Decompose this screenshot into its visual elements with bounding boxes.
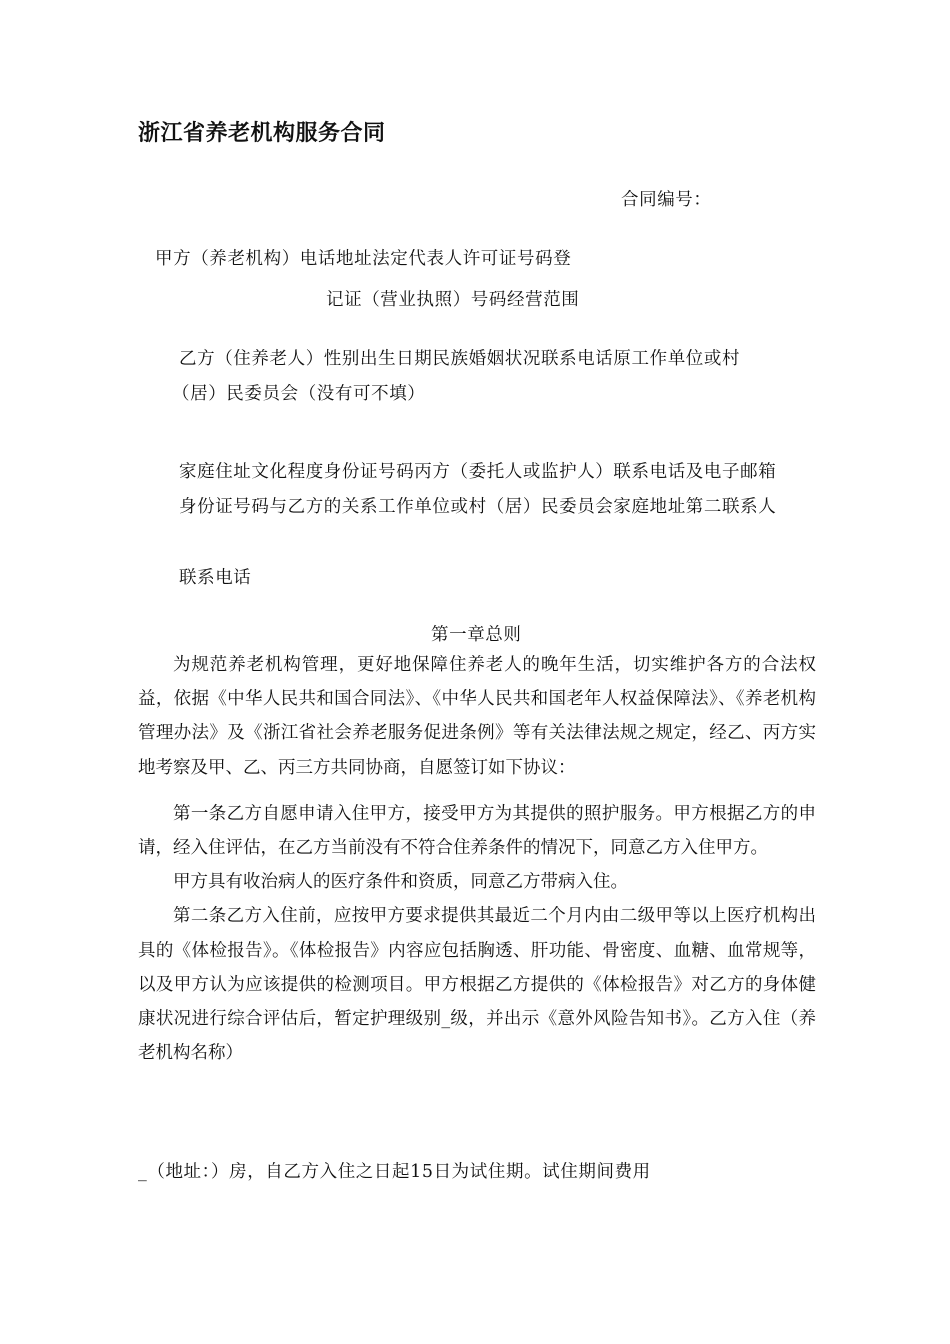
body-text: [138, 648, 816, 1070]
party-c-line-2: 身份证号码与乙方的关系工作单位或村（居）民委员会家庭地址第二联系人: [179, 497, 777, 517]
party-b-line-1: 乙方（住养老人）性别出生日期民族婚姻状况联系电话原工作单位或村: [179, 349, 741, 369]
paragraph-general-provisions: 为规范养老机构管理，更好地保障住养老人的晚年生活，切实维护各方的合法权益，依据《中华人民共和国合同法》、《中华人民共和国老年人权益保障法》、《养老机构管理办法》及《浙江省社会养老服务促进条例》等有关法律法规之规定，经乙、丙方实地考察及甲、乙、丙三方共同协商，自愿签订如下协议：: [138, 655, 816, 778]
party-c-line-1: 家庭住址文化程度身份证号码丙方（委托人或监护人）联系电话及电子邮箱: [179, 462, 777, 482]
party-a-line-2: 记证（营业执照）号码经营范围: [326, 290, 580, 310]
trial-period-line: _（地址：）房，自乙方入住之日起15日为试住期。试住期间费用: [138, 1162, 651, 1182]
party-a-line-1: 甲方（养老机构）电话地址法定代表人许可证号码登: [155, 249, 572, 269]
paragraph-article-2: 第二条乙方入住前，应按甲方要求提供其最近二个月内由二级甲等以上医疗机构出具的《体检报告》。《体检报告》内容应包括胸透、肝功能、骨密度、血糖、血常规等，以及甲方认为应该提供的检测项目。甲方根据乙方提供的《体检报告》对乙方的身体健康状况进行综合评估后，暂定护理级别_级，并出示《意外风险告知书》。乙方入住（养老机构名称）: [138, 906, 816, 1064]
party-b-line-2: （居）民委员会（没有可不填）: [172, 384, 426, 404]
paragraph-medical-conditions: 甲方具有收治病人的医疗条件和资质，同意乙方带病入住。: [173, 872, 628, 893]
paragraph-article-1: 第一条乙方自愿申请入住甲方，接受甲方为其提供的照护服务。甲方根据乙方的申请，经入住评估，在乙方当前没有不符合住养条件的情况下，同意乙方入住甲方。: [138, 803, 816, 859]
contact-phone-label: 联系电话: [179, 568, 252, 588]
contract-number-label: 合同编号：: [621, 190, 712, 210]
document-title: 浙江省养老机构服务合同: [138, 121, 386, 146]
chapter-heading: 第一章总则: [431, 625, 522, 645]
